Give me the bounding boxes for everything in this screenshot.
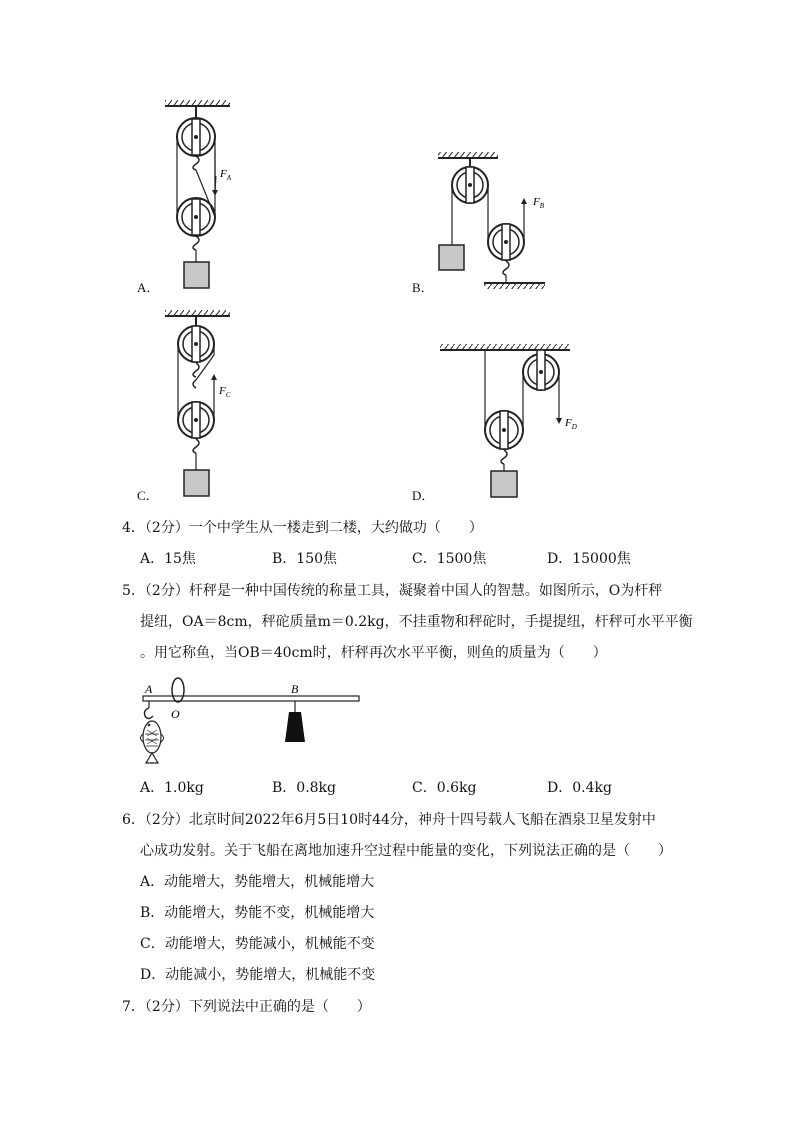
q5-choice-d: D．0.4kg xyxy=(547,780,612,796)
question-7-stem: 7．（2分）下列说法中正确的是（ ） xyxy=(122,999,371,1015)
question-6-line-2: 心成功发射。关于飞船在离地加速升空过程中能量的变化，下列说法正确的是（ ） xyxy=(140,843,672,859)
force-label-b: $F_B$ xyxy=(533,196,545,210)
option-letter-a: A． xyxy=(137,280,160,295)
figure-d xyxy=(435,338,595,503)
question-5-line-3: 。用它称鱼，当OB＝40cm时，杆秤再次水平平衡，则鱼的质量为（ ） xyxy=(140,645,607,661)
pulley-diagram-c xyxy=(130,310,270,505)
q4-choice-a: A．15焦 xyxy=(140,551,196,567)
question-6-line-1: 6．（2分）北京时间2022年6月5日10时44分，神舟十四号载人飞船在酒泉卫星发射中 xyxy=(122,812,656,828)
question-5-line-2: 提纽，OA＝8cm，秤砣质量m＝0.2kg，不挂重物和秤砣时，手提提纽，杆秤可水平平衡 xyxy=(140,614,693,630)
q6-choice-c: C．动能增大，势能减小，机械能不变 xyxy=(140,936,375,952)
q5-choice-a: A．1.0kg xyxy=(140,780,204,796)
fish-icon xyxy=(141,721,164,763)
figure-b xyxy=(430,150,590,295)
q6-choice-a: A．动能增大，势能增大，机械能增大 xyxy=(140,874,375,890)
q6-choice-d: D．动能减小，势能增大，机械能不变 xyxy=(140,967,376,983)
option-letter-b: B． xyxy=(412,280,434,295)
question-5-line-1: 5．（2分）杆秤是一种中国传统的称量工具，凝聚着中国人的智慧。如图所示，O为杆秤 xyxy=(122,583,663,599)
pulley-diagram-b xyxy=(430,150,590,295)
option-letter-d: D． xyxy=(412,488,435,503)
pulley-diagram-d xyxy=(435,338,595,503)
pulley-diagram-a xyxy=(130,100,270,300)
figure-a xyxy=(130,100,270,300)
label-o: O xyxy=(171,707,180,721)
q4-choice-b: B．150焦 xyxy=(272,551,338,567)
option-letter-c: C． xyxy=(137,488,159,503)
q5-choice-b: B．0.8kg xyxy=(272,780,336,796)
label-b: B xyxy=(291,682,299,696)
force-label-d: $F_D$ xyxy=(565,417,577,431)
q5-choice-c: C．0.6kg xyxy=(412,780,477,796)
q4-choice-d: D．15000焦 xyxy=(547,551,631,567)
label-a: A xyxy=(145,682,153,696)
q4-choice-c: C．1500焦 xyxy=(412,551,487,567)
q6-choice-b: B．动能增大，势能不变，机械能增大 xyxy=(140,905,375,921)
question-4-stem: 4．（2分）一个中学生从一楼走到二楼，大约做功（ ） xyxy=(122,520,483,536)
force-label-a: $F_A$ xyxy=(220,168,232,182)
steelyard-diagram xyxy=(135,672,365,772)
figure-c xyxy=(130,310,270,505)
force-label-c: $F_C$ xyxy=(219,385,231,399)
steelyard-figure xyxy=(135,672,365,772)
